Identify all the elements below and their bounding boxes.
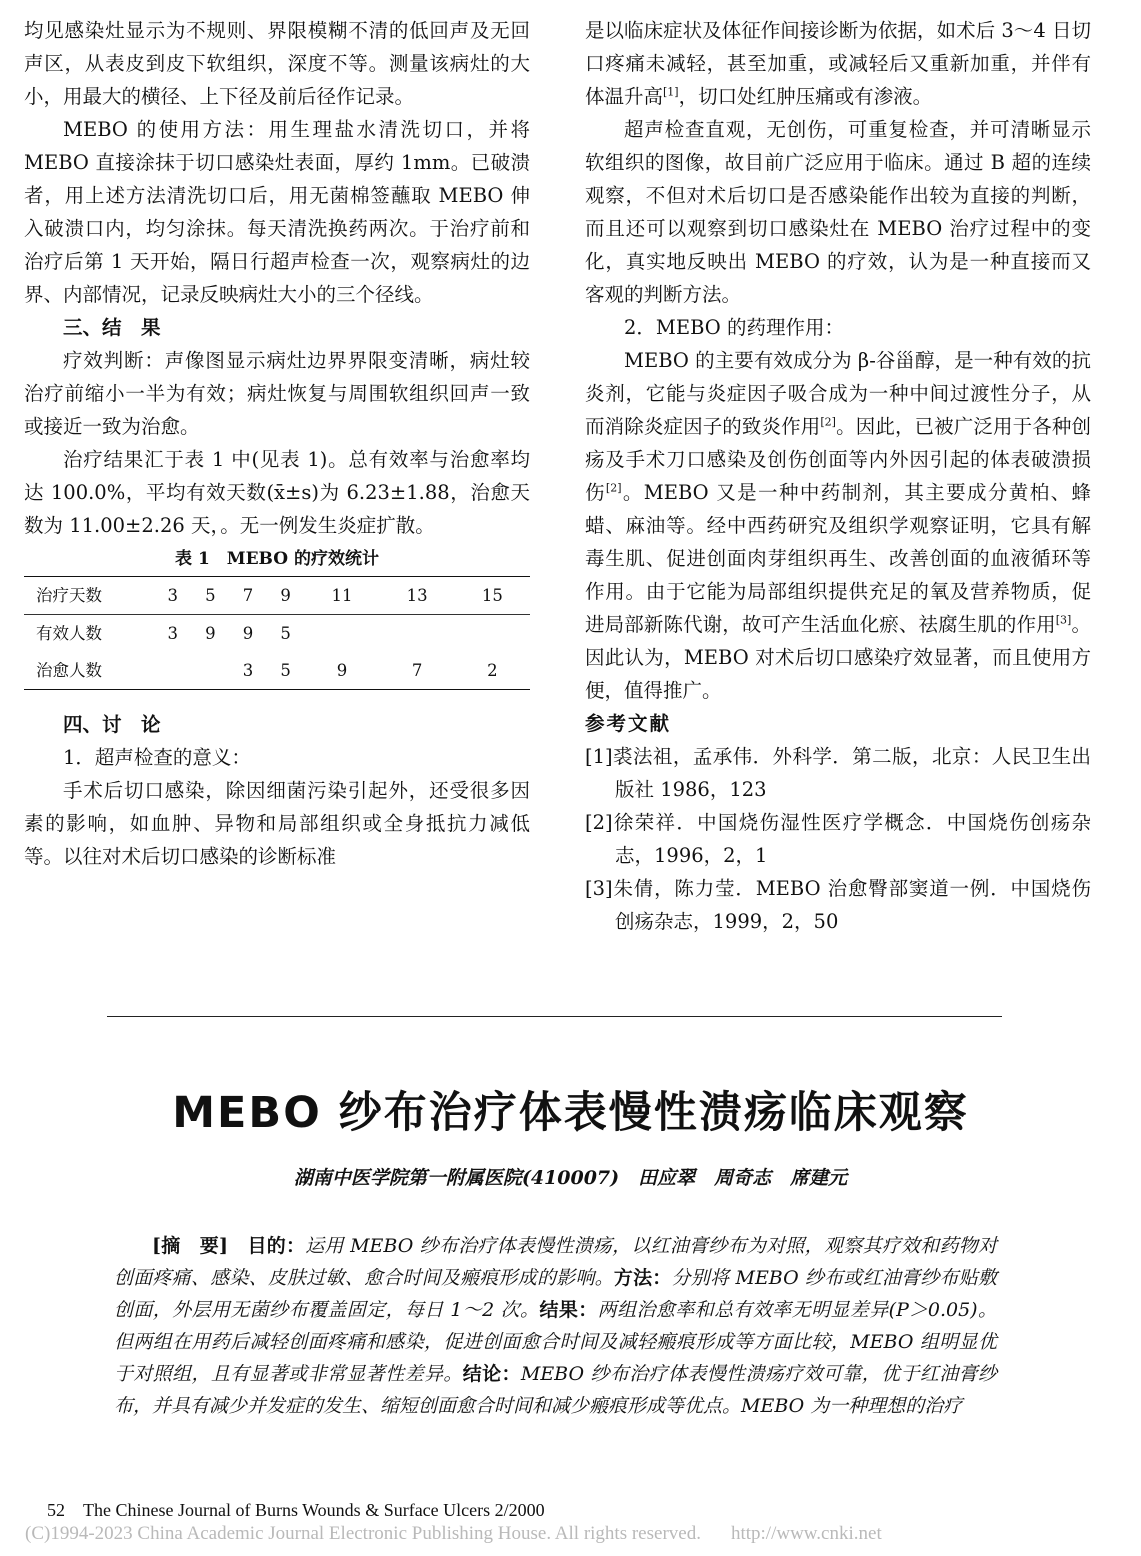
table-row-label: 治愈人数 — [36, 661, 102, 680]
table-cell — [304, 615, 379, 653]
article-authors: 湖南中医学院第一附属医院(410007) 田应翠 周奇志 席建元 — [293, 1167, 848, 1189]
paragraph-pharmacology: MEBO 的主要有效成分为 β-谷甾醇，是一种有效的抗炎剂，它能与炎症因子吸合成为一种中间过渡性分子，从而消除炎症因子的致炎作用[2]。因此，已被广泛用于各种创疡及手术刀口感染及创伤创面等内外因引起的体表破溃损伤[2]。MEBO 又是一种中药制剂，其主要成分黄柏、蜂蜡、麻油等。经中西药研究及组织学观察证明，它具有解毒生肌、促进创面肉芽组织再生、改善创面的血液循环等作用。由于它能为局部组织提供充足的氧及营养物质，促进局部新陈代谢，故可产生活血化瘀、祛腐生肌的作用[3]。因此认为，MEBO 对术后切口感染疗效显著，而且使用方便，值得推广。 — [585, 349, 1091, 702]
citation: [2] — [605, 481, 622, 495]
abstract-method: 分别将 MEBO 纱布或红油膏纱布贴敷创面，外层用无菌纱布覆盖固定，每日 1～2 次。 — [114, 1267, 997, 1321]
right-column — [585, 14, 1091, 938]
paragraph-lesion-description: 均见感染灶显示为不规则、界限模糊不清的低回声及无回声区，从表皮到皮下软组织，深度不等。测量该病灶的大小，用最大的横径、上下径及前后径作记录。 — [24, 19, 530, 108]
table-cell: 3 — [154, 577, 192, 615]
references-title: 参考文献 — [585, 712, 672, 735]
table-cell: 2 — [487, 661, 498, 680]
abstract-tag: [摘 要] — [152, 1235, 228, 1257]
abstract — [114, 1230, 997, 1422]
table-cell: 7 — [411, 661, 423, 680]
table-cell — [192, 652, 230, 690]
citation: [3] — [1055, 613, 1072, 627]
table-cell: 9 — [267, 577, 305, 615]
table-row-label: 有效人数 — [36, 624, 102, 643]
table-cell: 5 — [280, 624, 291, 643]
copyright-text: (C)1994-2023 China Academic Journal Electronic Publishing House. All rights reserved. — [25, 1523, 701, 1544]
abstract-keyword-purpose: 目的： — [247, 1235, 306, 1257]
efficacy-table — [24, 576, 530, 690]
citation: [2] — [820, 415, 836, 429]
table-cell — [380, 615, 455, 653]
table-cell: 5 — [192, 577, 230, 615]
table-row — [24, 577, 530, 615]
abstract-purpose: 运用 MEBO 纱布治疗体表慢性溃疡，以红油膏纱布为对照，观察其疗效和药物对创面疼痛、感染、皮肤过敏、愈合时间及瘢痕形成的影响。 — [114, 1235, 997, 1289]
journal-name: The Chinese Journal of Burns Wounds & Surface Ulcers 2/2000 — [83, 1500, 545, 1520]
paragraph-ultrasound-advantages: 超声检查直观，无创伤，可重复检查，并可清晰显示软组织的图像，故目前广泛应用于临床。通过 B 超的连续观察，不但对术后切口是否感染能作出较为直接的判断，而且还可以观察到切口感染灶在 MEBO 治疗过程中的变化，真实地反映出 MEBO 的疗效，认为是一种直接而又客观的判断方法。 — [585, 118, 1091, 306]
abstract-conclusion: MEBO 纱布治疗体表慢性溃疡疗效可靠，优于红油膏纱布，并具有减少并发症的发生、缩短创面愈合时间和减少瘢痕形成等优点。MEBO 为一种理想的治疗 — [114, 1363, 997, 1417]
copyright-watermark — [25, 1521, 1125, 1547]
paragraph-efficacy-criteria: 疗效判断：声像图显示病灶边界界限变清晰，病灶较治疗前缩小一半为有效；病灶恢复与周围软组织回声一致或接近一致为治愈。 — [24, 349, 530, 438]
reference-item: [1]裘法祖，孟承伟．外科学．第二版，北京：人民卫生出版社 1986，123 — [585, 745, 1091, 801]
heading-results: 三、结 果 — [63, 316, 161, 339]
section-divider — [107, 1016, 1002, 1017]
table-cell — [154, 652, 192, 690]
cnki-url: http://www.cnki.net — [730, 1523, 882, 1544]
table-cell: 3 — [167, 624, 179, 643]
reference-item: [2]徐荣祥．中国烧伤湿性医疗学概念．中国烧伤创疡杂志，1996，2，1 — [585, 811, 1091, 867]
paragraph-diagnosis-basis: 是以临床症状及体征作间接诊断为依据，如术后 3～4 日切口疼痛未减轻，甚至加重，或减轻后又重新加重，并伴有体温升高[1]，切口处红肿压痛或有渗液。 — [585, 19, 1091, 108]
table-cell: 3 — [242, 661, 254, 680]
page-footer — [47, 1498, 545, 1522]
left-column — [24, 14, 530, 873]
table-cell: 9 — [205, 624, 216, 643]
article-title: MEBO 纱布治疗体表慢性溃疡临床观察 — [172, 1088, 969, 1138]
table-row-label: 治疗天数 — [24, 577, 154, 615]
paragraph-infection-factors: 手术后切口感染，除因细菌污染引起外，还受很多因素的影响，如血肿、异物和局部组织或全身抵抗力减低等。以往对术后切口感染的诊断标准 — [24, 779, 530, 868]
abstract-result: 两组治愈率和总有效率无明显差异(P＞0.05)。但两组在用药后减轻创面疼痛和感染，促进创面愈合时间及减轻瘢痕形成等方面比较，MEBO 组明显优于对照组，且有显著或非常显著性差异。 — [114, 1299, 997, 1385]
table-cell: 7 — [229, 577, 267, 615]
heading-discussion: 四、讨 论 — [63, 713, 161, 736]
table-cell — [455, 615, 530, 653]
abstract-keyword-method: 方法： — [613, 1267, 672, 1289]
table-row — [24, 652, 530, 690]
subheading-pharmacology: 2．MEBO 的药理作用： — [624, 316, 844, 339]
table-cell: 9 — [336, 661, 348, 680]
table-title: 表 1 MEBO 的疗效统计 — [175, 549, 379, 569]
reference-item: [3]朱倩，陈力莹．MEBO 治愈臀部窦道一例．中国烧伤创疡杂志，1999，2，50 — [585, 877, 1091, 933]
paragraph-treatment-results: 治疗结果汇于表 1 中(见表 1)。总有效率与治愈率均达 100.0%，平均有效天数(x̄±s)为 6.23±1.88，治愈天数为 11.00±2.26 天，。无一例发生炎症扩散。 — [24, 448, 530, 537]
table-cell: 11 — [304, 577, 379, 615]
abstract-keyword-result: 结果： — [539, 1299, 598, 1321]
table-cell: 9 — [242, 624, 254, 643]
table-row — [24, 615, 530, 653]
table-cell: 15 — [455, 577, 530, 615]
abstract-keyword-conclusion: 结论： — [462, 1363, 521, 1385]
table-cell: 5 — [280, 661, 291, 680]
subheading-ultrasound: 1．超声检查的意义： — [63, 746, 251, 769]
page-number: 52 — [47, 1500, 65, 1520]
table-cell: 13 — [380, 577, 455, 615]
paragraph-mebo-usage: MEBO 的使用方法：用生理盐水清洗切口，并将 MEBO 直接涂抹于切口感染灶表面，厚约 1mm。已破溃者，用上述方法清洗切口后，用无菌棉签蘸取 MEBO 伸入破溃口内，均匀涂抹。每天清洗换药两次。于治疗前和治疗后第 1 天开始，隔日行超声检查一次，观察病灶的边界、内部情况，记录反映病灶大小的三个径线。 — [24, 118, 530, 306]
citation: [1] — [663, 85, 679, 99]
